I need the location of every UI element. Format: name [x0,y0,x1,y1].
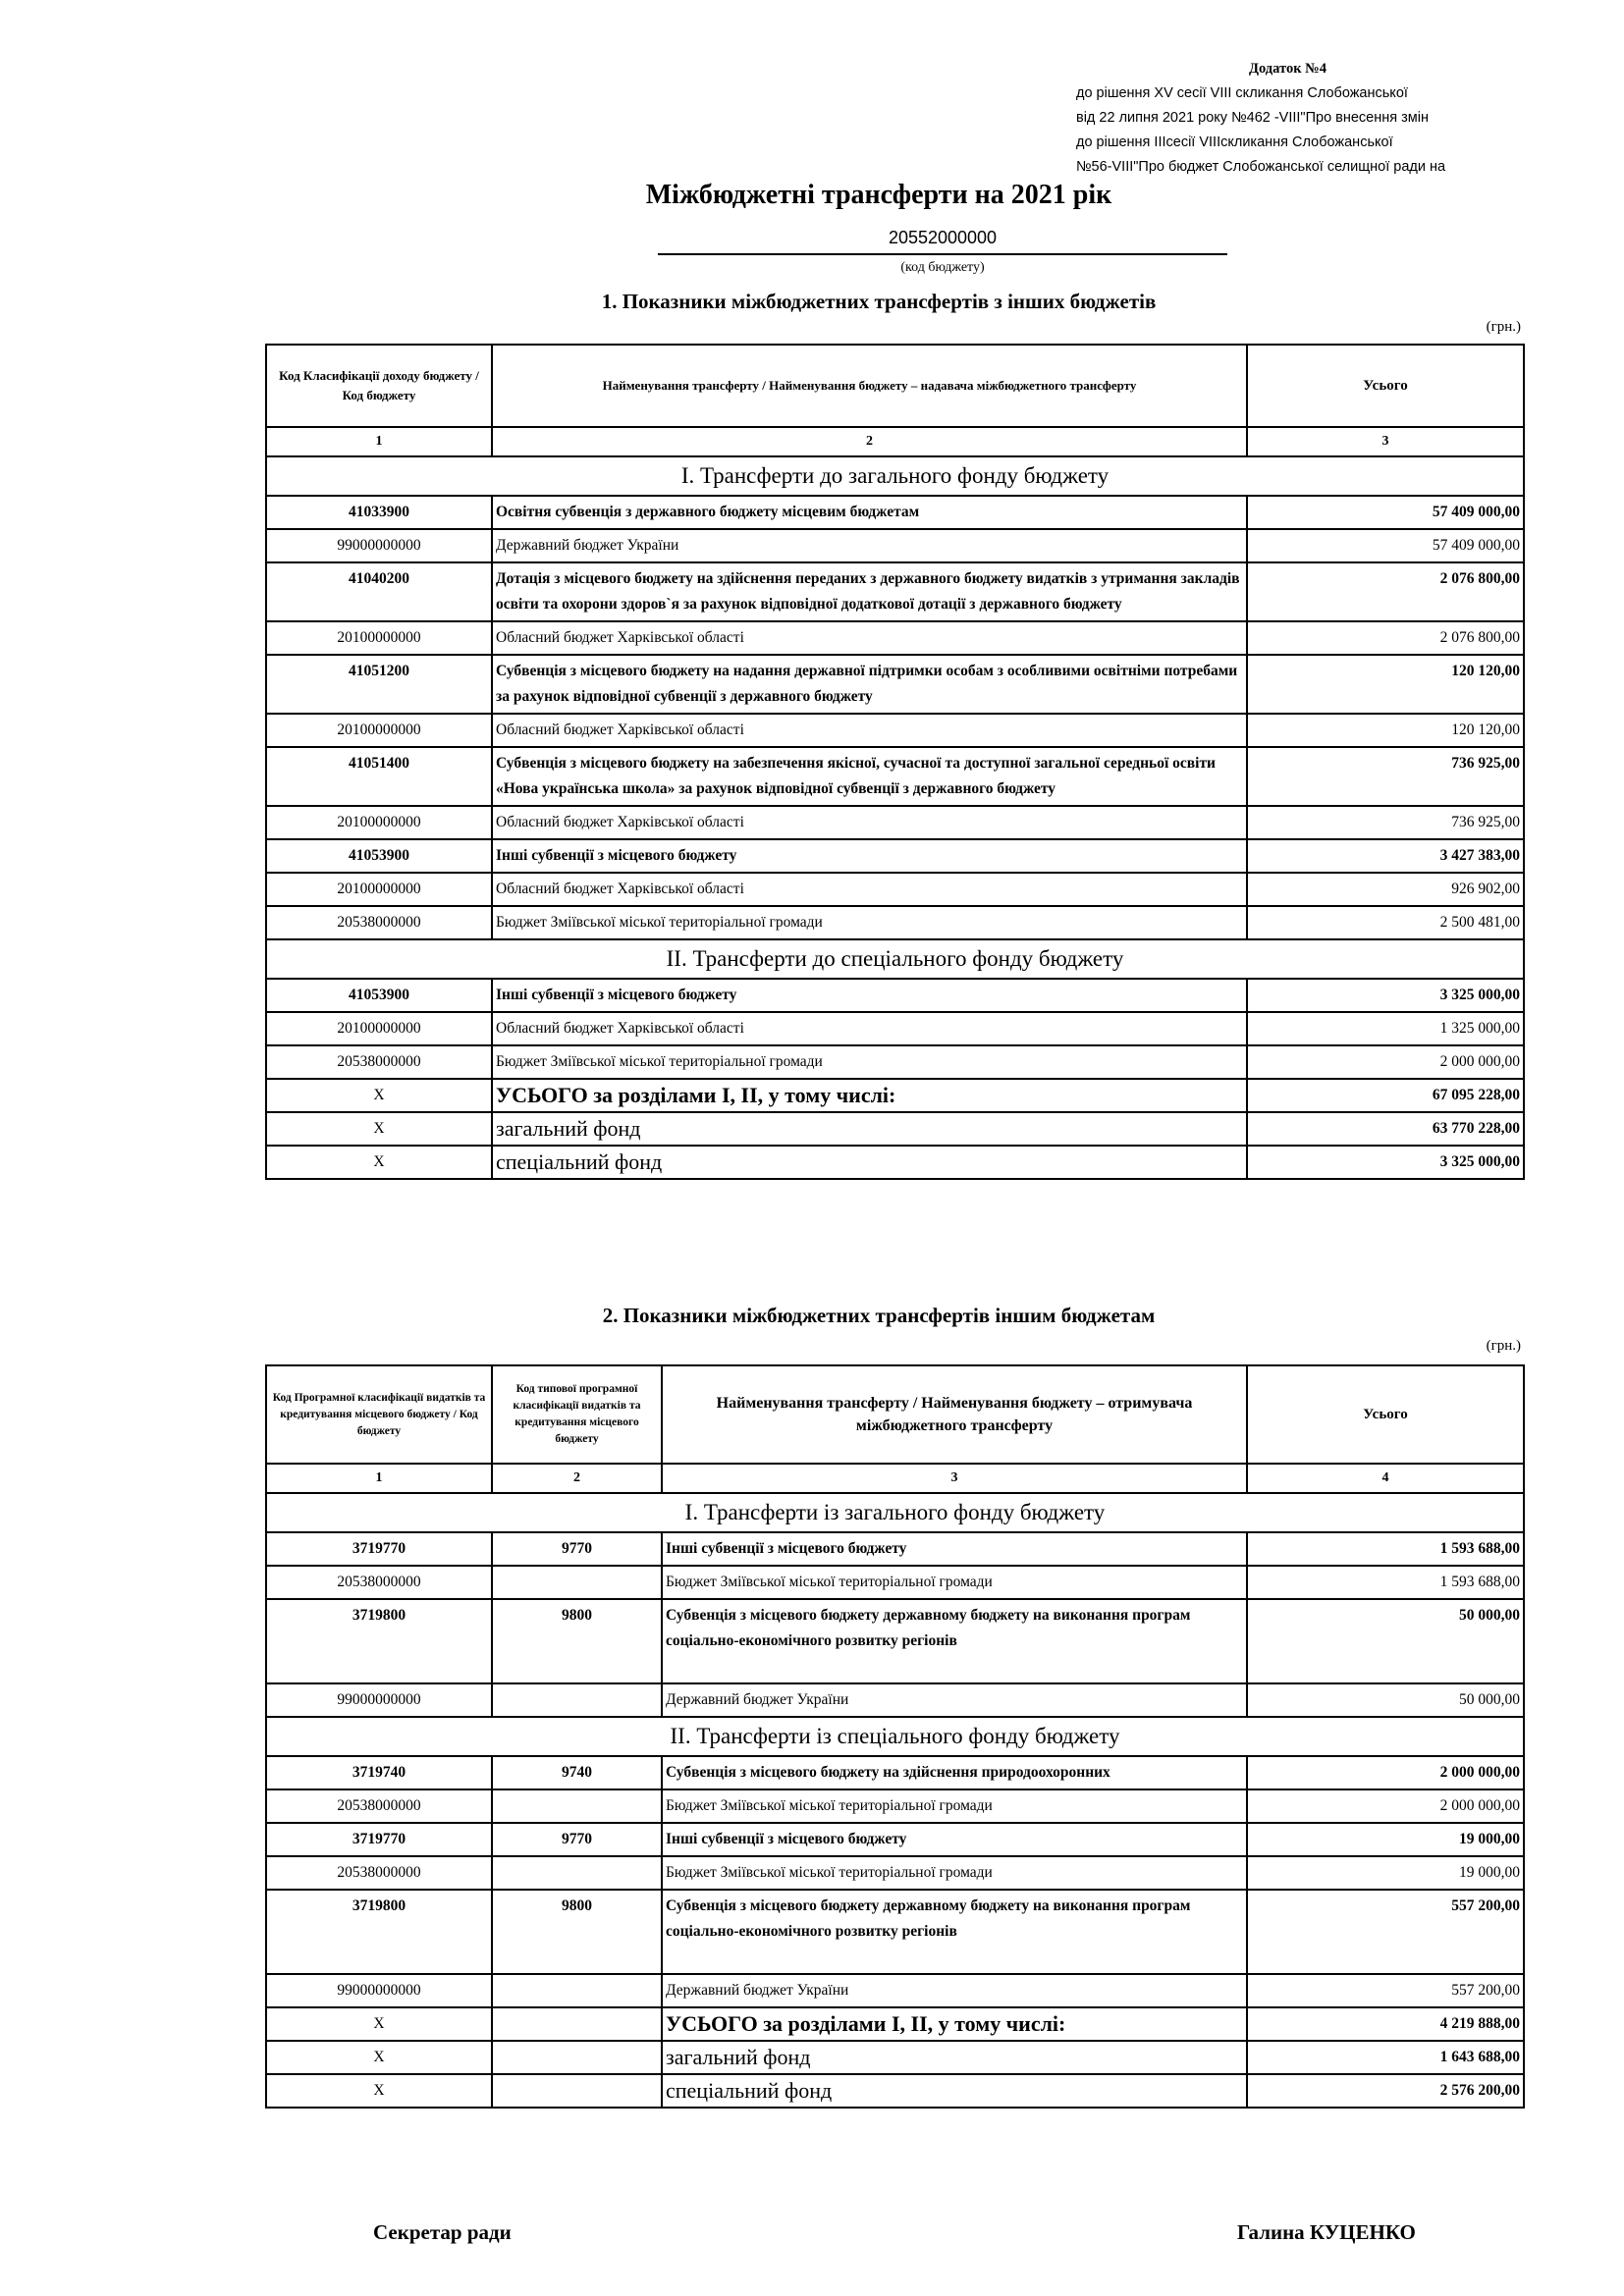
name-cell: Обласний бюджет Харківської області [492,714,1247,747]
total-row [266,2074,1524,2108]
code-cell: 3719740 [266,1756,492,1789]
table-row [266,1789,1524,1823]
program-code-cell: 9740 [492,1756,662,1789]
name-cell: Інші субвенції з місцевого бюджету [662,1823,1247,1856]
code-cell: 41053900 [266,839,492,873]
code-cell: X [266,1112,492,1146]
outgoing-transfers-table [265,1364,1525,2109]
total-cell: 120 120,00 [1247,714,1524,747]
decision-line: до рішення IIIсесії VIIIскликання Слобожанської [1076,134,1393,150]
total-cell: 3 427 383,00 [1247,839,1524,873]
name-cell: Обласний бюджет Харківської області [492,806,1247,839]
total-row [266,2007,1524,2041]
name-cell: Державний бюджет України [662,1683,1247,1717]
total-cell: 2 576 200,00 [1247,2074,1524,2108]
total-cell: 2 000 000,00 [1247,1789,1524,1823]
table-row [266,806,1524,839]
addendum-label: Додаток №4 [1249,61,1326,77]
total-cell: 19 000,00 [1247,1856,1524,1890]
code-cell: 3719770 [266,1532,492,1566]
total-cell: 1 593 688,00 [1247,1566,1524,1599]
section2-title: 2. Показники міжбюджетних трансфертів іншим бюджетам [602,1304,1156,1327]
code-cell: X [266,2041,492,2074]
table-row [266,529,1524,562]
total-cell: 3 325 000,00 [1247,1146,1524,1179]
program-code-cell [492,1856,662,1890]
signatory-role: Секретар ради [373,2220,512,2244]
code-cell: 99000000000 [266,529,492,562]
name-cell: Обласний бюджет Харківської області [492,621,1247,655]
total-row [266,1079,1524,1112]
name-cell: Бюджет Зміївської міської територіальної громади [662,1566,1247,1599]
total-cell: 67 095 228,00 [1247,1079,1524,1112]
code-cell: 41033900 [266,496,492,529]
name-cell: спеціальний фонд [492,1146,1247,1179]
program-code-cell [492,2007,662,2041]
group-heading: ІІ. Трансферти до спеціального фонду бюджету [266,939,1524,979]
total-row [266,1146,1524,1179]
budget-code: 20552000000 [888,228,998,247]
table-row [266,1599,1524,1683]
code-cell: 41051200 [266,655,492,714]
name-cell: Бюджет Зміївської міської територіальної громади [662,1789,1247,1823]
total-cell: 2 076 800,00 [1247,621,1524,655]
name-cell: УСЬОГО за розділами І, ІІ, у тому числі: [492,1079,1247,1112]
program-code-cell [492,2074,662,2108]
name-cell: Обласний бюджет Харківської області [492,1012,1247,1045]
group-heading: І. Трансферти із загального фонду бюджету [266,1493,1524,1532]
total-cell: 3 325 000,00 [1247,979,1524,1012]
total-cell: 50 000,00 [1247,1683,1524,1717]
column-header: Усього [1247,345,1524,427]
table-row [266,1974,1524,2007]
name-cell: Освітня субвенція з державного бюджету місцевим бюджетам [492,496,1247,529]
program-code-cell: 9800 [492,1599,662,1683]
unit-label: (грн.) [1486,319,1521,335]
code-cell: X [266,1079,492,1112]
program-code-cell [492,2041,662,2074]
table-row [266,1890,1524,1974]
column-header: Найменування трансферту / Найменування бюджету – надавача міжбюджетного трансферту [492,345,1247,427]
total-row [266,1112,1524,1146]
total-cell: 63 770 228,00 [1247,1112,1524,1146]
name-cell: загальний фонд [492,1112,1247,1146]
column-header: Код Класифікації доходу бюджету / Код бюджету [266,345,492,427]
code-cell: 20538000000 [266,1789,492,1823]
table-row [266,906,1524,939]
document-title: Міжбюджетні трансферти на 2021 рік [645,180,1112,210]
total-cell: 120 120,00 [1247,655,1524,714]
code-cell: 20538000000 [266,1045,492,1079]
code-cell: 41040200 [266,562,492,621]
total-cell: 4 219 888,00 [1247,2007,1524,2041]
table-row [266,1532,1524,1566]
name-cell: Бюджет Зміївської міської територіальної громади [492,1045,1247,1079]
code-cell: 99000000000 [266,1683,492,1717]
column-header: Код типової програмної класифікації видатків та кредитування місцевого бюджету [492,1365,662,1464]
table-row [266,621,1524,655]
budget-code-caption: (код бюджету) [900,260,985,275]
program-code-cell: 9800 [492,1890,662,1974]
code-cell: 3719800 [266,1599,492,1683]
code-cell: 20100000000 [266,873,492,906]
total-cell: 736 925,00 [1247,806,1524,839]
total-cell: 2 000 000,00 [1247,1045,1524,1079]
unit-label: (грн.) [1486,1338,1521,1354]
name-cell: Бюджет Зміївської міської територіальної громади [492,906,1247,939]
group-heading: І. Трансферти до загального фонду бюджету [266,456,1524,496]
table-row [266,562,1524,621]
code-cell: 20100000000 [266,714,492,747]
name-cell: Інші субвенції з місцевого бюджету [492,979,1247,1012]
table-row [266,873,1524,906]
total-cell: 2 500 481,00 [1247,906,1524,939]
program-code-cell: 9770 [492,1532,662,1566]
column-header: Усього [1247,1365,1524,1464]
code-cell: 41053900 [266,979,492,1012]
signatory-name: Галина КУЦЕНКО [1237,2220,1416,2244]
table-row [266,747,1524,806]
name-cell: Бюджет Зміївської міської територіальної громади [662,1856,1247,1890]
name-cell: Державний бюджет України [492,529,1247,562]
column-number: 1 [266,1464,492,1493]
name-cell: Обласний бюджет Харківської області [492,873,1247,906]
name-cell: Державний бюджет України [662,1974,1247,2007]
column-header: Код Програмної класифікації видатків та кредитування місцевого бюджету / Код бюджету [266,1365,492,1464]
code-cell: X [266,2007,492,2041]
decision-line: до рішення XV сесії VIII скликання Слобожанської [1076,85,1408,101]
total-cell: 2 000 000,00 [1247,1756,1524,1789]
name-cell: Субвенція з місцевого бюджету державному бюджету на виконання програм соціально-економічного розвитку регіонів [662,1890,1247,1974]
column-number: 1 [266,427,492,456]
total-cell: 557 200,00 [1247,1974,1524,2007]
table-row [266,496,1524,529]
decision-reference [1076,57,1587,180]
budget-code-underline [658,253,1227,255]
code-cell: 99000000000 [266,1974,492,2007]
table-row [266,1012,1524,1045]
total-cell: 736 925,00 [1247,747,1524,806]
code-cell: X [266,1146,492,1179]
code-cell: 20538000000 [266,1566,492,1599]
name-cell: Інші субвенції з місцевого бюджету [492,839,1247,873]
group-heading: ІІ. Трансферти із спеціального фонду бюджету [266,1717,1524,1756]
name-cell: Субвенція з місцевого бюджету на здійснення природоохоронних [662,1756,1247,1789]
name-cell: УСЬОГО за розділами І, ІІ, у тому числі: [662,2007,1247,2041]
total-cell: 57 409 000,00 [1247,529,1524,562]
code-cell: 20100000000 [266,1012,492,1045]
total-cell: 2 076 800,00 [1247,562,1524,621]
total-cell: 1 643 688,00 [1247,2041,1524,2074]
code-cell: 3719770 [266,1823,492,1856]
decision-line: №56-VIII"Про бюджет Слобожанської селищної ради на [1076,159,1446,175]
table-row [266,1683,1524,1717]
program-code-cell [492,1683,662,1717]
total-row [266,2041,1524,2074]
total-cell: 1 325 000,00 [1247,1012,1524,1045]
table-row [266,1823,1524,1856]
program-code-cell [492,1566,662,1599]
code-cell: 20100000000 [266,806,492,839]
name-cell: Інші субвенції з місцевого бюджету [662,1532,1247,1566]
table-row [266,1856,1524,1890]
table-row [266,1756,1524,1789]
total-cell: 50 000,00 [1247,1599,1524,1683]
table-row [266,979,1524,1012]
code-cell: 20538000000 [266,906,492,939]
table-row [266,655,1524,714]
table-row [266,1045,1524,1079]
program-code-cell: 9770 [492,1823,662,1856]
code-cell: 41051400 [266,747,492,806]
total-cell: 1 593 688,00 [1247,1532,1524,1566]
total-cell: 57 409 000,00 [1247,496,1524,529]
total-cell: 926 902,00 [1247,873,1524,906]
program-code-cell [492,1789,662,1823]
total-cell: 557 200,00 [1247,1890,1524,1974]
decision-line: від 22 липня 2021 року №462 -VIII"Про внесення змін [1076,110,1429,126]
name-cell: Дотація з місцевого бюджету на здійснення переданих з державного бюджету видатків з утримання закладів освіти та охорони здоров`я за рахунок відповідної додаткової дотації з державного бюджету [492,562,1247,621]
code-cell: 3719800 [266,1890,492,1974]
name-cell: Субвенція з місцевого бюджету на забезпечення якісної, сучасної та доступної загальної середньої освіти «Нова українська школа» за рахунок відповідної субвенції з державного бюджету [492,747,1247,806]
column-number: 2 [492,1464,662,1493]
column-number: 3 [662,1464,1247,1493]
column-header: Найменування трансферту / Найменування бюджету – отримувача міжбюджетного трансферту [662,1365,1247,1464]
table-row [266,839,1524,873]
name-cell: Субвенція з місцевого бюджету на надання державної підтримки особам з особливими освітніми потребами за рахунок відповідної субвенції з державного бюджету [492,655,1247,714]
code-cell: X [266,2074,492,2108]
column-number: 4 [1247,1464,1524,1493]
table-row [266,1566,1524,1599]
name-cell: спеціальний фонд [662,2074,1247,2108]
name-cell: Субвенція з місцевого бюджету державному бюджету на виконання програм соціально-економічного розвитку регіонів [662,1599,1247,1683]
code-cell: 20100000000 [266,621,492,655]
code-cell: 20538000000 [266,1856,492,1890]
program-code-cell [492,1974,662,2007]
total-cell: 19 000,00 [1247,1823,1524,1856]
column-number: 2 [492,427,1247,456]
table-row [266,714,1524,747]
section1-title: 1. Показники міжбюджетних трансфертів з інших бюджетів [601,290,1157,313]
name-cell: загальний фонд [662,2041,1247,2074]
column-number: 3 [1247,427,1524,456]
incoming-transfers-table [265,344,1525,1180]
